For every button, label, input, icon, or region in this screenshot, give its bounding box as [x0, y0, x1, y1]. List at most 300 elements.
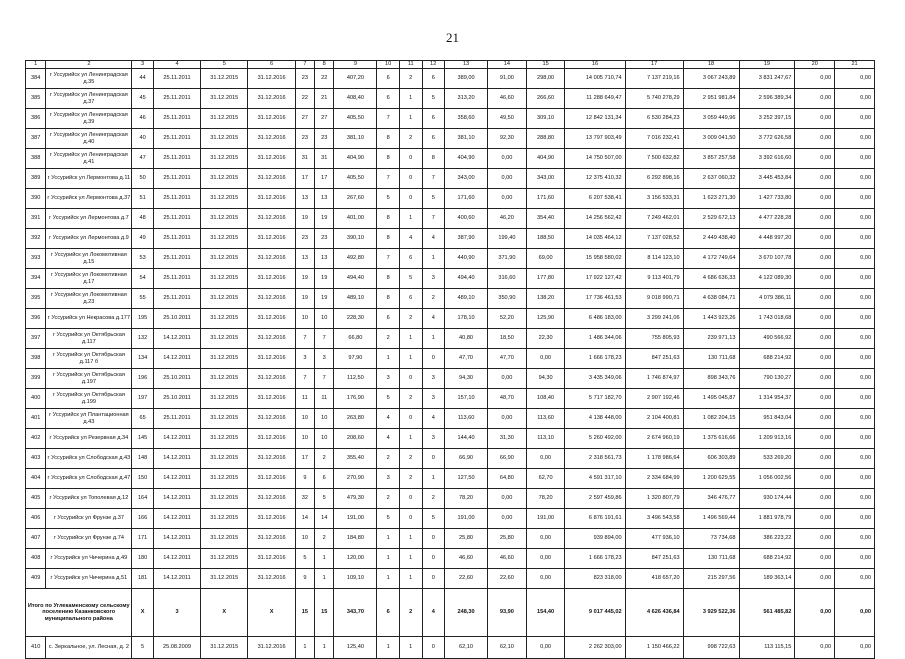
table-cell: 27 — [295, 109, 314, 129]
table-cell: 0,00 — [795, 509, 835, 529]
table-cell: 31.12.2016 — [248, 509, 295, 529]
table-cell: 31.12.2015 — [201, 149, 248, 169]
table-cell: 14.12.2011 — [153, 569, 200, 589]
table-cell: 8 — [377, 149, 400, 169]
table-cell: 14.12.2011 — [153, 529, 200, 549]
table-cell: 31.12.2015 — [201, 429, 248, 449]
table-row — [26, 429, 875, 449]
table-cell: 31.12.2015 — [201, 109, 248, 129]
table-cell: 248,30 — [445, 589, 488, 637]
table-cell: 13 797 903,49 — [565, 129, 625, 149]
table-cell: 398 — [26, 349, 46, 369]
table-cell: 408 — [26, 549, 46, 569]
table-cell: 7 249 462,01 — [625, 209, 683, 229]
table-cell: 5 717 182,70 — [565, 389, 625, 409]
table-cell: 171,60 — [445, 189, 488, 209]
table-cell: 3 252 397,15 — [739, 109, 795, 129]
table-row — [26, 449, 875, 469]
column-header: 20 — [795, 61, 835, 69]
table-cell: 0,00 — [488, 409, 527, 429]
table-cell: 31.12.2016 — [248, 369, 295, 389]
address-cell: г Уссурийск ул Ленинградская д.40 — [46, 129, 132, 149]
table-cell: 19 — [295, 269, 314, 289]
table-row — [26, 229, 875, 249]
table-cell: 14 750 507,00 — [565, 149, 625, 169]
table-cell: 46,20 — [488, 209, 527, 229]
table-cell: 25.11.2011 — [153, 209, 200, 229]
table-cell: 8 — [377, 229, 400, 249]
table-cell: 10 — [315, 409, 334, 429]
table-cell: 1 443 923,26 — [683, 309, 739, 329]
table-cell: 180 — [132, 549, 153, 569]
table-cell: 561 485,82 — [739, 589, 795, 637]
table-cell: 64,80 — [488, 469, 527, 489]
table-cell: 14 005 710,74 — [565, 69, 625, 89]
table-cell: 14 — [295, 509, 314, 529]
table-cell: 6 — [422, 129, 445, 149]
table-cell: 998 722,63 — [683, 637, 739, 659]
table-cell: 2 — [399, 389, 422, 409]
table-cell: 7 500 632,82 — [625, 149, 683, 169]
table-cell: 0,00 — [835, 349, 875, 369]
table-cell: 31.12.2015 — [201, 309, 248, 329]
table-cell: 4 122 089,30 — [739, 269, 795, 289]
table-cell: 14.12.2011 — [153, 509, 200, 529]
table-cell: 15 — [295, 589, 314, 637]
table-cell: 533 269,20 — [739, 449, 795, 469]
table-cell: 48 — [132, 209, 153, 229]
table-cell: 7 — [422, 169, 445, 189]
table-cell: 8 114 123,10 — [625, 249, 683, 269]
table-cell: 407,20 — [334, 69, 377, 89]
table-cell: 3 — [295, 349, 314, 369]
table-cell: 440,90 — [445, 249, 488, 269]
table-row — [26, 369, 875, 389]
table-cell: 97,90 — [334, 349, 377, 369]
table-body — [26, 69, 875, 659]
table-cell: 10 — [315, 429, 334, 449]
table-cell: 0,00 — [526, 349, 565, 369]
table-cell: 31.12.2015 — [201, 389, 248, 409]
table-cell: 31.12.2015 — [201, 509, 248, 529]
table-cell: 1 200 629,55 — [683, 469, 739, 489]
table-cell: 0,00 — [795, 129, 835, 149]
table-cell: 197 — [132, 389, 153, 409]
table-cell: 91,00 — [488, 69, 527, 89]
table-cell: 0,00 — [835, 89, 875, 109]
table-cell: 4 686 636,33 — [683, 269, 739, 289]
table-cell: 313,20 — [445, 89, 488, 109]
table-cell: 3 857 257,58 — [683, 149, 739, 169]
address-cell: г Уссурийск ул Слободская д.43 — [46, 449, 132, 469]
address-cell: г Уссурийск ул Некрасова д.177 — [46, 309, 132, 329]
table-cell: 2 — [422, 489, 445, 509]
table-cell: 1 427 733,80 — [739, 189, 795, 209]
table-cell: 400,60 — [445, 209, 488, 229]
table-cell: 1 — [377, 637, 400, 659]
table-row — [26, 189, 875, 209]
table-cell: 2 334 684,99 — [625, 469, 683, 489]
table-cell: 22 — [295, 89, 314, 109]
table-cell: 31.12.2016 — [248, 329, 295, 349]
table-cell: 0,00 — [795, 69, 835, 89]
table-cell: 0,00 — [835, 249, 875, 269]
table-cell: 399 — [26, 369, 46, 389]
table-cell: 479,30 — [334, 489, 377, 509]
table-cell: 494,40 — [445, 269, 488, 289]
table-cell: 0,00 — [835, 289, 875, 309]
table-cell: 47,70 — [445, 349, 488, 369]
table-cell: 23 — [295, 69, 314, 89]
table-cell: 32 — [295, 489, 314, 509]
table-cell: 17 — [295, 449, 314, 469]
table-cell: 31.12.2015 — [201, 449, 248, 469]
table-cell: 0,00 — [835, 129, 875, 149]
column-header: 18 — [683, 61, 739, 69]
column-header: 4 — [153, 61, 200, 69]
table-cell: 31.12.2015 — [201, 269, 248, 289]
table-cell: 6 207 538,41 — [565, 189, 625, 209]
table-cell: 13 — [315, 189, 334, 209]
table-cell: 113,60 — [445, 409, 488, 429]
table-cell: 6 — [315, 469, 334, 489]
table-cell: 3 009 041,50 — [683, 129, 739, 149]
table-cell: 25.11.2011 — [153, 249, 200, 269]
total-row — [26, 589, 875, 637]
table-cell: 0,00 — [835, 469, 875, 489]
table-cell: 94,30 — [445, 369, 488, 389]
table-cell: 31.12.2015 — [201, 469, 248, 489]
table-cell: 0 — [422, 569, 445, 589]
table-cell: 492,80 — [334, 249, 377, 269]
table-cell: 12 842 131,34 — [565, 109, 625, 129]
table-cell: X — [201, 589, 248, 637]
table-cell: 387,90 — [445, 229, 488, 249]
table-cell: 31.12.2015 — [201, 169, 248, 189]
table-cell: 1 — [399, 329, 422, 349]
table-row — [26, 209, 875, 229]
table-cell: 388 — [26, 149, 46, 169]
table-cell: 0,00 — [795, 269, 835, 289]
table-cell: 9 — [295, 569, 314, 589]
table-cell: 7 — [377, 109, 400, 129]
table-cell: 31.12.2016 — [248, 109, 295, 129]
table-cell: 73 734,68 — [683, 529, 739, 549]
page-number: 21 — [446, 30, 459, 45]
table-cell: 343,00 — [526, 169, 565, 189]
table-cell: 2 — [399, 129, 422, 149]
table-cell: 22,60 — [488, 569, 527, 589]
table-cell: 3 — [153, 589, 200, 637]
table-cell: 298,00 — [526, 69, 565, 89]
table-cell: 5 740 278,29 — [625, 89, 683, 109]
table-cell: 14.12.2011 — [153, 549, 200, 569]
table-cell: 0,00 — [795, 169, 835, 189]
table-cell: 66,90 — [445, 449, 488, 469]
table-cell: 1 375 616,66 — [683, 429, 739, 449]
table-cell: 898 343,76 — [683, 369, 739, 389]
table-cell: 1 — [399, 429, 422, 449]
table-cell: 402 — [26, 429, 46, 449]
table-cell: 0 — [399, 489, 422, 509]
table-cell: 23 — [315, 229, 334, 249]
table-cell: 405,50 — [334, 169, 377, 189]
table-cell: 606 303,89 — [683, 449, 739, 469]
table-cell: 47,70 — [488, 349, 527, 369]
table-cell: 144,40 — [445, 429, 488, 449]
table-cell: 404,90 — [334, 149, 377, 169]
table-cell: 4 — [422, 409, 445, 429]
table-cell: 25.11.2011 — [153, 149, 200, 169]
table-cell: 0,00 — [795, 369, 835, 389]
table-cell: 4 626 436,84 — [625, 589, 683, 637]
table-cell: 31.12.2016 — [248, 69, 295, 89]
table-cell: 31.12.2016 — [248, 89, 295, 109]
table-cell: 0,00 — [795, 349, 835, 369]
table-cell: 14 256 562,42 — [565, 209, 625, 229]
table-cell: 134 — [132, 349, 153, 369]
table-cell: 390,10 — [334, 229, 377, 249]
table-cell: 394 — [26, 269, 46, 289]
table-cell: 66,80 — [334, 329, 377, 349]
table-cell: 0,00 — [835, 269, 875, 289]
table-cell: 25.11.2011 — [153, 269, 200, 289]
table-cell: 346 476,77 — [683, 489, 739, 509]
table-cell: 0,00 — [526, 549, 565, 569]
table-cell: 266,60 — [526, 89, 565, 109]
table-cell: 4 — [422, 589, 445, 637]
table-cell: 2 674 960,19 — [625, 429, 683, 449]
table-cell: 0,00 — [488, 149, 527, 169]
table-cell: 25.10.2011 — [153, 389, 200, 409]
table-cell: 0,00 — [795, 329, 835, 349]
table-cell: 125,40 — [334, 637, 377, 659]
column-header: 16 — [565, 61, 625, 69]
table-row — [26, 249, 875, 269]
table-cell: 384 — [26, 69, 46, 89]
table-cell: 404,90 — [445, 149, 488, 169]
table-cell: 3 156 533,31 — [625, 189, 683, 209]
address-cell: г Уссурийск ул Октябрьская д.117 — [46, 329, 132, 349]
table-cell: 31.12.2016 — [248, 289, 295, 309]
table-cell: 25,80 — [445, 529, 488, 549]
table-cell: 25.11.2011 — [153, 289, 200, 309]
table-cell: 66,90 — [488, 449, 527, 469]
table-cell: 50 — [132, 169, 153, 189]
table-cell: 1 — [399, 549, 422, 569]
table-cell: 49 — [132, 229, 153, 249]
table-row — [26, 469, 875, 489]
table-cell: 0,00 — [835, 529, 875, 549]
table-cell: 3 831 247,67 — [739, 69, 795, 89]
table-cell: 4 448 997,20 — [739, 229, 795, 249]
table-cell: 7 137 028,52 — [625, 229, 683, 249]
table-cell: 195 — [132, 309, 153, 329]
total-label: Итого по Углекаменскому сельскому поселению Казанковского муниципального района — [26, 589, 132, 637]
table-cell: 3 — [315, 349, 334, 369]
column-header: 19 — [739, 61, 795, 69]
table-cell: 0,00 — [526, 569, 565, 589]
column-header: 1 — [26, 61, 46, 69]
table-cell: 389 — [26, 169, 46, 189]
table-cell: 10 — [295, 529, 314, 549]
table-cell: 23 — [295, 129, 314, 149]
table-cell: 14.12.2011 — [153, 449, 200, 469]
table-cell: 23 — [295, 229, 314, 249]
table-cell: 387 — [26, 129, 46, 149]
table-cell: 31.12.2016 — [248, 129, 295, 149]
table-cell: 8 — [377, 269, 400, 289]
table-cell: 31.12.2016 — [248, 637, 295, 659]
table-cell: 397 — [26, 329, 46, 349]
table-cell: 390 — [26, 189, 46, 209]
column-header: 8 — [315, 61, 334, 69]
column-header: 3 — [132, 61, 153, 69]
table-cell: 1 — [399, 109, 422, 129]
table-cell: 0,00 — [795, 449, 835, 469]
table-cell: 62,10 — [445, 637, 488, 659]
table-cell: 17 — [315, 169, 334, 189]
table-cell: 148 — [132, 449, 153, 469]
table-cell: 0 — [422, 449, 445, 469]
table-cell: 31.12.2016 — [248, 149, 295, 169]
table-cell: 25.11.2011 — [153, 129, 200, 149]
address-cell: г Уссурийск ул Октябрьская д.117 б — [46, 349, 132, 369]
table-cell: 25.11.2011 — [153, 169, 200, 189]
table-cell: 0 — [399, 189, 422, 209]
table-cell: 130 711,68 — [683, 349, 739, 369]
address-cell: г Уссурийск ул Плантационная д.43 — [46, 409, 132, 429]
table-cell: 48,70 — [488, 389, 527, 409]
column-header: 14 — [488, 61, 527, 69]
table-cell: 125,90 — [526, 309, 565, 329]
table-cell: 1 209 913,16 — [739, 429, 795, 449]
table-cell: 3 772 626,58 — [739, 129, 795, 149]
address-cell: с. Зеркальное, ул. Лесная, д. 2 — [46, 637, 132, 659]
table-cell: 78,20 — [445, 489, 488, 509]
table-cell: 2 596 389,34 — [739, 89, 795, 109]
table-cell: 4 079 386,11 — [739, 289, 795, 309]
table-cell: 3 — [422, 429, 445, 449]
column-header: 7 — [295, 61, 314, 69]
table-cell: 405,50 — [334, 109, 377, 129]
table-cell: 1 314 954,37 — [739, 389, 795, 409]
table-cell: 0,00 — [795, 569, 835, 589]
table-cell: 343,70 — [334, 589, 377, 637]
table-cell: 5 — [132, 637, 153, 659]
table-row — [26, 489, 875, 509]
table-cell: 109,10 — [334, 569, 377, 589]
table-cell: 31.12.2016 — [248, 309, 295, 329]
table-row — [26, 169, 875, 189]
table-cell: 25,80 — [488, 529, 527, 549]
table-cell: 4 — [377, 409, 400, 429]
table-cell: 132 — [132, 329, 153, 349]
table-cell: 112,50 — [334, 369, 377, 389]
table-cell: 31.12.2016 — [248, 209, 295, 229]
table-cell: 755 805,93 — [625, 329, 683, 349]
table-cell: 0,00 — [835, 409, 875, 429]
table-cell: 0,00 — [795, 409, 835, 429]
table-cell: 404 — [26, 469, 46, 489]
table-cell: 62,10 — [488, 637, 527, 659]
table-cell: 10 — [295, 309, 314, 329]
table-cell: 0,00 — [795, 389, 835, 409]
table-cell: 2 — [399, 449, 422, 469]
table-cell: 31.12.2016 — [248, 549, 295, 569]
table-cell: 2 — [399, 69, 422, 89]
table-cell: 371,90 — [488, 249, 527, 269]
table-cell: 385 — [26, 89, 46, 109]
table-row — [26, 129, 875, 149]
address-cell: г Уссурийск ул Фрунзе д.37 — [46, 509, 132, 529]
table-cell: 154,40 — [526, 589, 565, 637]
table-cell: 4 172 749,64 — [683, 249, 739, 269]
table-row — [26, 289, 875, 309]
table-cell: 1 — [377, 549, 400, 569]
table-cell: 14.12.2011 — [153, 469, 200, 489]
table-cell: 1 496 569,44 — [683, 509, 739, 529]
table-cell: 3 — [422, 369, 445, 389]
table-cell: 31.12.2016 — [248, 429, 295, 449]
table-cell: 0,00 — [795, 149, 835, 169]
column-header: 6 — [248, 61, 295, 69]
table-cell: 386 — [26, 109, 46, 129]
address-cell: г Уссурийск ул Октябрьская д.199 — [46, 389, 132, 409]
table-cell: 2 637 060,32 — [683, 169, 739, 189]
table-cell: 0,00 — [835, 589, 875, 637]
table-cell: 1 — [315, 549, 334, 569]
table-cell: 17 736 461,53 — [565, 289, 625, 309]
table-cell: 31.12.2015 — [201, 349, 248, 369]
table-cell: 11 — [295, 389, 314, 409]
column-header: 21 — [835, 61, 875, 69]
table-cell: 0,00 — [795, 309, 835, 329]
table-cell: 0,00 — [835, 389, 875, 409]
table-cell: 31.12.2015 — [201, 329, 248, 349]
table-cell: 127,50 — [445, 469, 488, 489]
table-cell: 2 — [399, 469, 422, 489]
table-cell: 177,80 — [526, 269, 565, 289]
table-cell: 31.12.2015 — [201, 89, 248, 109]
table-cell: 19 — [315, 209, 334, 229]
table-cell: 1 666 178,23 — [565, 549, 625, 569]
table-cell: 389,00 — [445, 69, 488, 89]
table-cell: 392 — [26, 229, 46, 249]
table-cell: 309,10 — [526, 109, 565, 129]
table-row — [26, 569, 875, 589]
table-cell: 14.12.2011 — [153, 349, 200, 369]
table-cell: 15 958 580,02 — [565, 249, 625, 269]
table-cell: 1 — [377, 569, 400, 589]
address-cell: г Уссурийск ул Резервная д.34 — [46, 429, 132, 449]
table-cell: 19 — [295, 289, 314, 309]
table-row — [26, 529, 875, 549]
table-cell: 403 — [26, 449, 46, 469]
table-cell: 31.12.2015 — [201, 189, 248, 209]
table-cell: 31.12.2016 — [248, 569, 295, 589]
table-cell: 350,90 — [488, 289, 527, 309]
table-cell: 3 929 522,36 — [683, 589, 739, 637]
table-cell: 401 — [26, 409, 46, 429]
table-cell: 31.12.2016 — [248, 189, 295, 209]
table-row — [26, 109, 875, 129]
table-cell: 1 — [422, 469, 445, 489]
table-cell: 381,10 — [445, 129, 488, 149]
table-cell: 191,00 — [445, 509, 488, 529]
table-cell: 396 — [26, 309, 46, 329]
table-cell: 0,00 — [795, 469, 835, 489]
